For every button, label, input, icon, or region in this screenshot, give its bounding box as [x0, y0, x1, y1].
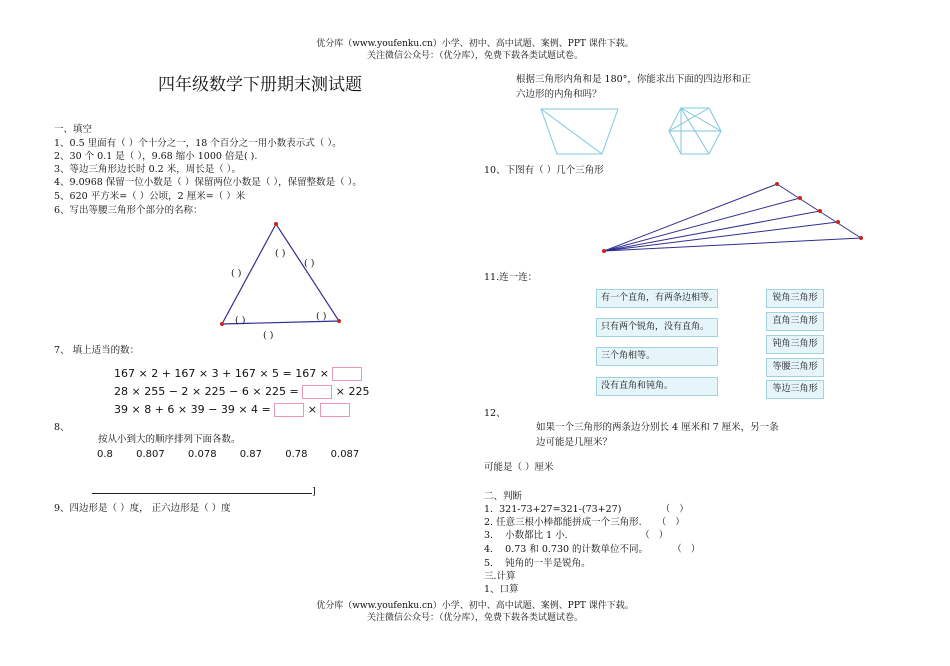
number-item: 0.78	[285, 449, 308, 460]
judge-item-2: 2. 任意三根小棒都能拼成一个三角形. （ ）	[484, 517, 685, 528]
footer-line-1: 优分库（www.youfenku.cn）小学、初中、高中试题、案例、PPT 课件下载。	[316, 601, 634, 611]
question-8-instruction: 按从小到大的顺序排列下面各数。	[98, 434, 241, 445]
triangle-label-vertex: ( )	[275, 248, 286, 259]
connect-left-item[interactable]: 没有直角和钝角。	[596, 377, 718, 396]
triangle-label-right-angle: ( )	[316, 311, 327, 322]
equation-2-text: 28 × 255 − 2 × 225 − 6 × 225 =	[114, 385, 299, 398]
header-line-2: 关注微信公众号：（优分库），免费下载各类试题试卷。	[366, 51, 583, 61]
question-9-text-2: 六边形的内角和吗？	[516, 89, 602, 100]
question-12-text-2: 边可能是几厘米？	[536, 437, 613, 448]
question-12-answer: 可能是（ ）厘米	[484, 462, 554, 473]
equation-2-tail: × 225	[335, 385, 370, 398]
connect-right-item[interactable]: 等腰三角形	[766, 358, 824, 377]
question-7: 7、 填上适当的数：	[54, 345, 140, 356]
question-4: 4、9.0968 保留一位小数是（ ）保留两位小数是（ ），保留整数是（ ）。	[54, 177, 362, 188]
judge-item-4: 4. 0.73 和 0.730 的计数单位不同。 （ ）	[484, 544, 701, 555]
question-9-text-1: 根据三角形内角和是 180°，你能求出下面的四边形和正	[516, 74, 751, 85]
judge-item-5: 5. 钝角的一半是锐角。	[484, 558, 591, 569]
footer-line-2: 关注微信公众号：（优分库），免费下载各类试题试卷。	[366, 613, 583, 623]
page-title: 四年级数学下册期末测试题	[158, 75, 362, 95]
equation-3-times: ×	[307, 403, 317, 416]
connect-left-item[interactable]: 只有两个锐角，没有直角。	[596, 318, 718, 337]
triangle-label-right-side: ( )	[304, 258, 315, 269]
question-10: 10、下图有（ ）几个三角形	[484, 165, 604, 176]
equation-3-text: 39 × 8 + 6 × 39 − 39 × 4 =	[114, 403, 271, 416]
section-judge-heading: 二、判断	[484, 491, 523, 502]
judge-item-1: 1. 321-73+27=321-(73+27) （ ）	[484, 504, 689, 515]
section-fill-heading: 一、填空	[54, 124, 93, 135]
question-2: 2、30 个 0.1 是（ ），9.68 缩小 1000 倍是( ).	[54, 151, 258, 162]
question-9: 9、四边形是（ ）度， 正六边形是（ ）度	[54, 503, 231, 514]
triangle-label-left-side: ( )	[231, 268, 242, 279]
judge-item-3: 3. 小数都比 1 小. （ ）	[484, 530, 669, 541]
connect-right-item[interactable]: 锐角三角形	[766, 289, 824, 308]
question-12: 12、	[484, 408, 506, 419]
connect-left-item[interactable]: 有一个直角，有两条边相等。	[596, 289, 718, 308]
question-3: 3、等边三角形边长时 0.2 米，周长是（ ）。	[54, 164, 241, 175]
question-12-text-1: 如果一个三角形的两条边分别长 4 厘米和 7 厘米，另一条	[536, 422, 779, 433]
number-item: 0.078	[187, 449, 217, 460]
calc-item-1: 1、口算	[484, 584, 519, 595]
question-1: 1、0.5 里面有（ ）个十分之一，18 个百分之一用小数表示式（ ）。	[54, 138, 342, 149]
connect-right-item[interactable]: 直角三角形	[766, 312, 824, 331]
question-6: 6、写出等腰三角形个部分的名称：	[54, 205, 203, 216]
equation-1-text: 167 × 2 + 167 × 3 + 167 × 5 = 167 ×	[114, 367, 329, 380]
connect-left-item[interactable]: 三个角相等。	[596, 347, 718, 366]
question-5: 5、620 平方米=（ ）公顷，2 厘米=（ ）米	[54, 191, 246, 202]
answer-line-end: ]	[312, 486, 316, 497]
number-item: 0.087	[330, 449, 360, 460]
connect-right-item[interactable]: 等边三角形	[766, 380, 824, 399]
section-calc-heading: 三.计算	[484, 571, 516, 582]
triangle-label-left-angle: ( )	[235, 315, 246, 326]
number-item: 0.807	[136, 449, 165, 460]
connect-right-item[interactable]: 钝角三角形	[766, 335, 824, 354]
question-11: 11.连一连：	[484, 272, 538, 283]
number-item: 0.87	[239, 449, 263, 460]
question-8: 8、	[54, 422, 70, 433]
header-line-1: 优分库（www.youfenku.cn）小学、初中、高中试题、案例、PPT 课件下载。	[316, 39, 634, 49]
number-item: 0.8	[97, 449, 113, 460]
triangle-label-base: ( )	[263, 330, 274, 341]
